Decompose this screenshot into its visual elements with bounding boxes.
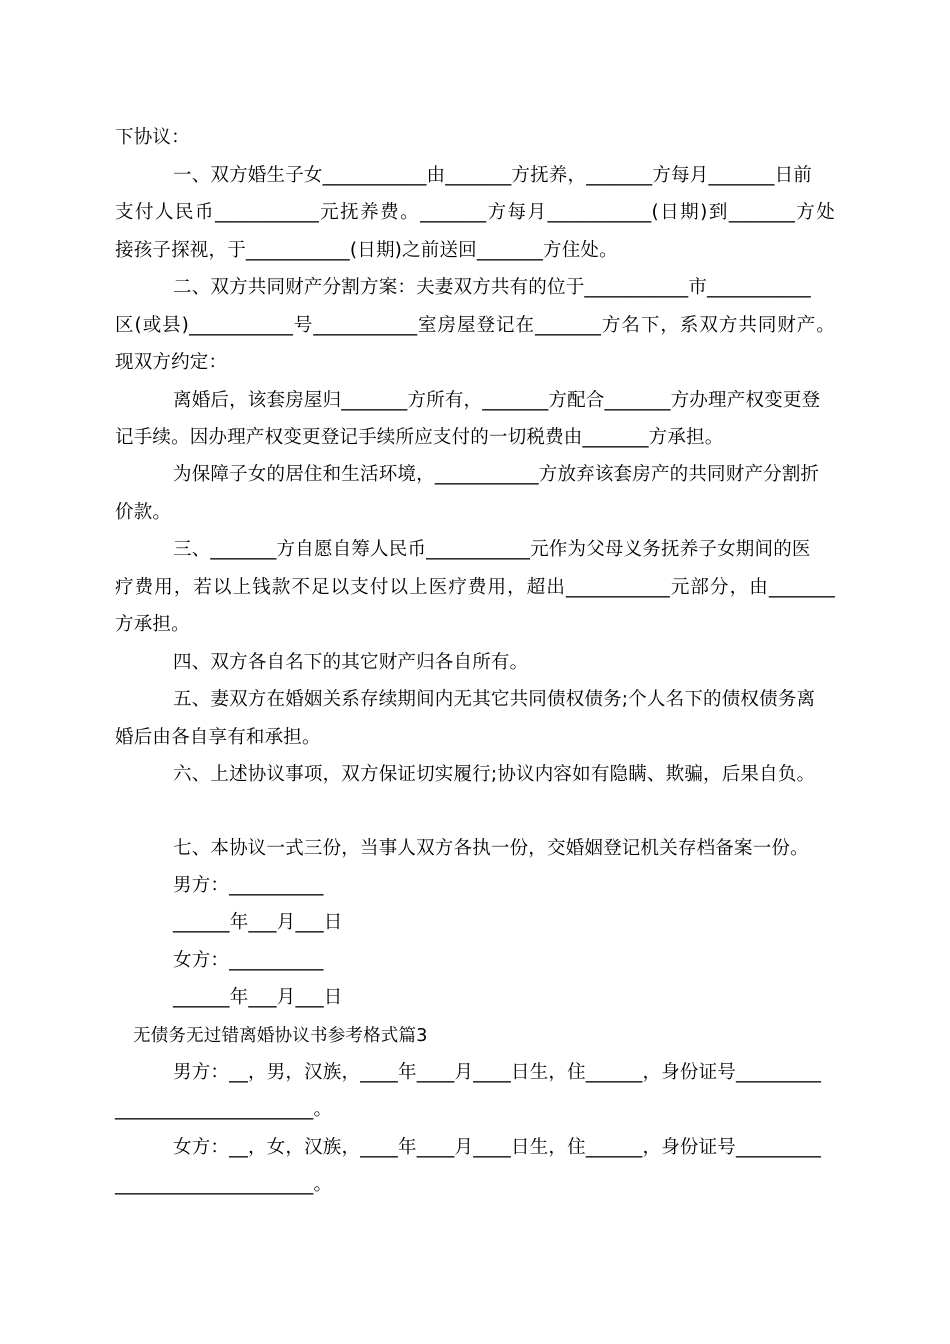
clause-two-line-3: 现双方约定：: [115, 352, 228, 373]
clause-six: 六、上述协议事项，双方保证切实履行;协议内容如有隐瞒、欺骗，后果自负。: [173, 764, 816, 785]
female-party-info-line-2: _____________________。: [115, 1174, 333, 1195]
section-heading: 无债务无过错离婚协议书参考格式篇3: [133, 1026, 428, 1046]
clause-five-line-1: 五、妻双方在婚姻关系存续期间内无其它共同债权债务;个人名下的债权债务离: [173, 689, 816, 710]
female-party-signature: 女方：__________: [173, 950, 324, 971]
male-party-signature: 男方：__________: [173, 875, 324, 896]
clause-three-line-3: 方承担。: [115, 614, 190, 635]
male-party-info-line-1: 男方：__，男，汉族，____年____月____日生，住______，身份证号_________: [173, 1062, 822, 1083]
house-ownership-line-2: 记手续。因办理产权变更登记手续所应支付的一切税费由_______方承担。: [115, 427, 724, 448]
clause-one-line-2: 支付人民币___________元抚养费。_______方每月___________(日期)到_______方处: [115, 202, 835, 223]
clause-two-line-2: 区(或县)___________号___________室房屋登记在_______方名下，系双方共同财产。: [115, 315, 835, 336]
clause-one-line-1: 一、双方婚生子女___________由_______方抚养，_______方每月_______日前: [173, 165, 813, 186]
clause-three-line-2: 疗费用，若以上钱款不足以支付以上医疗费用，超出___________元部分，由_______: [115, 577, 835, 598]
female-party-date: ______年___月___日: [173, 987, 343, 1008]
male-party-date: ______年___月___日: [173, 912, 343, 933]
text-line-1: 下协议：: [115, 127, 190, 148]
female-party-info-line-1: 女方：__，女，汉族，____年____月____日生，住______，身份证号_________: [173, 1137, 822, 1158]
house-ownership-line-1: 离婚后，该套房屋归_______方所有，_______方配合_______方办理产权变更登: [173, 390, 821, 411]
clause-seven: 七、本协议一式三份，当事人双方各执一份，交婚姻登记机关存档备案一份。: [173, 838, 809, 859]
clause-three-line-1: 三、_______方自愿自筹人民币___________元作为父母义务抚养子女期间的医: [173, 539, 811, 560]
clause-one-line-3: 接孩子探视，于___________(日期)之前送回_______方住处。: [115, 240, 618, 261]
children-housing-line-2: 价款。: [115, 502, 172, 523]
clause-two-line-1: 二、双方共同财产分割方案：夫妻双方共有的位于___________市___________: [173, 277, 812, 298]
clause-five-line-2: 婚后由各自享有和承担。: [115, 727, 321, 748]
male-party-info-line-2: _____________________。: [115, 1099, 333, 1120]
clause-four: 四、双方各自名下的其它财产归各自所有。: [173, 652, 529, 673]
children-housing-line-1: 为保障子女的居住和生活环境，___________方放弃该套房产的共同财产分割折: [173, 464, 820, 485]
